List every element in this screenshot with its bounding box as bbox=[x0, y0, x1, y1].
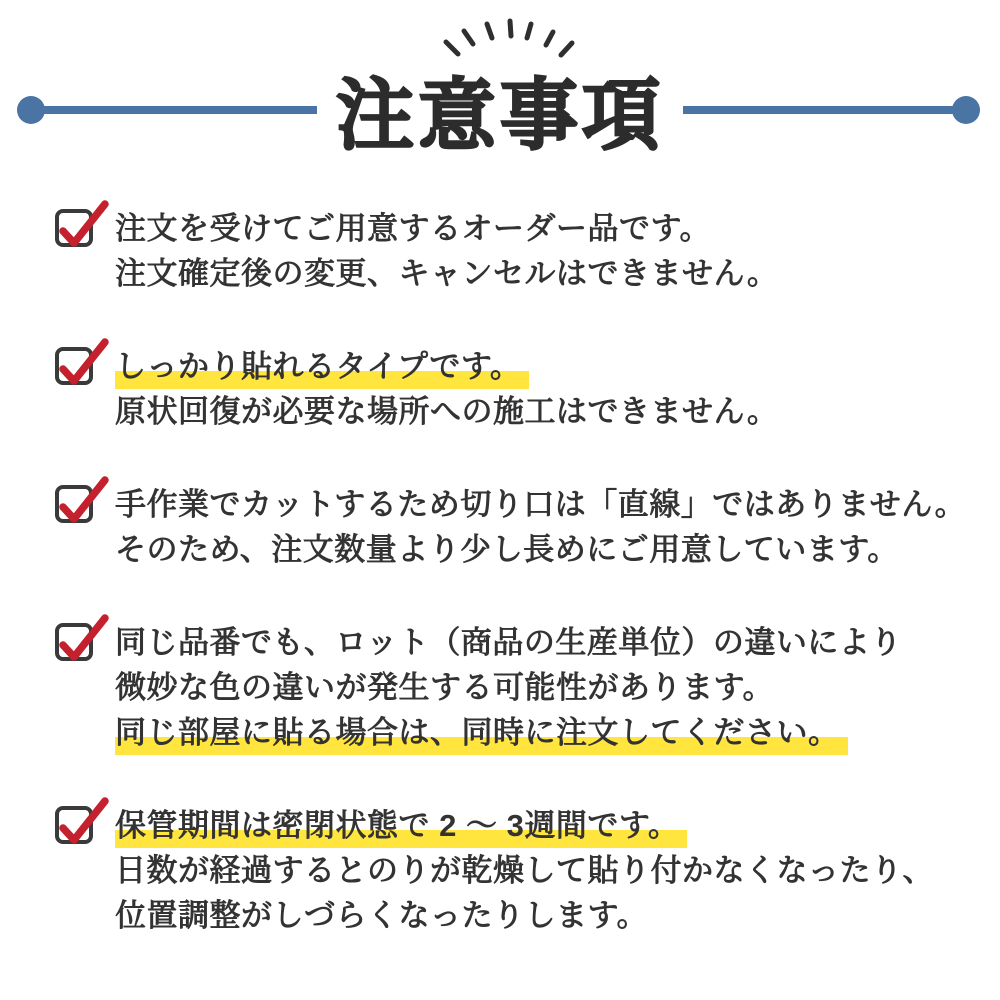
highlighted-text: 同じ部屋に貼る場合は、同時に注文してください。 bbox=[115, 715, 848, 755]
notice-line bbox=[115, 251, 778, 296]
rays-burst-icon bbox=[436, 14, 582, 64]
notice-line bbox=[115, 803, 934, 848]
item-lines bbox=[115, 803, 934, 938]
divider-right bbox=[683, 96, 980, 124]
check-mark-icon bbox=[55, 612, 111, 668]
notice-line bbox=[115, 893, 934, 938]
checked-checkbox-icon bbox=[55, 209, 93, 247]
notice-line bbox=[115, 482, 966, 527]
check-mark-icon bbox=[55, 795, 111, 851]
check-mark-icon bbox=[55, 474, 111, 530]
notice-line bbox=[115, 710, 902, 755]
notice-item bbox=[55, 344, 970, 434]
check-mark-icon bbox=[55, 198, 111, 254]
divider-line-right bbox=[683, 106, 966, 114]
checked-checkbox-icon bbox=[55, 806, 93, 844]
notice-line bbox=[115, 389, 778, 434]
notice-item bbox=[55, 482, 970, 572]
notice-item bbox=[55, 206, 970, 296]
notice-text: 注文を受けてご用意するオーダー品です。 bbox=[115, 211, 712, 246]
notice-text: 手作業でカットするため切り口は「直線」ではありません。 bbox=[115, 487, 967, 522]
notice-list bbox=[0, 206, 1000, 938]
notice-text: 日数が経過するとのりが乾燥して貼り付かなくなったり、 bbox=[115, 853, 934, 888]
notice-line bbox=[115, 344, 778, 389]
checked-checkbox-icon bbox=[55, 485, 93, 523]
check-mark-icon bbox=[55, 336, 111, 392]
divider-dot-right-icon bbox=[952, 96, 980, 124]
notice-line bbox=[115, 620, 902, 665]
item-lines bbox=[115, 482, 966, 572]
checked-checkbox-icon bbox=[55, 623, 93, 661]
notice-line bbox=[115, 848, 934, 893]
notice-header bbox=[0, 0, 1000, 206]
notice-line bbox=[115, 527, 966, 572]
item-lines bbox=[115, 206, 778, 296]
highlighted-text: 保管期間は密閉状態で 2 〜 3週間です。 bbox=[115, 808, 687, 848]
item-lines bbox=[115, 344, 778, 434]
checked-checkbox-icon bbox=[55, 347, 93, 385]
page-title: 注意事項 bbox=[335, 71, 664, 159]
notice-line bbox=[115, 665, 902, 710]
notice-line bbox=[115, 206, 778, 251]
item-lines bbox=[115, 620, 902, 755]
notice-text: 微妙な色の違いが発生する可能性があります。 bbox=[115, 670, 775, 705]
notice-text: 注文確定後の変更、キャンセルはできません。 bbox=[115, 256, 779, 291]
notice-text: そのため、注文数量より少し長めにご用意しています。 bbox=[115, 532, 899, 567]
notice-text: 原状回復が必要な場所への施工はできません。 bbox=[115, 394, 779, 429]
notice-text: 位置調整がしづらくなったりします。 bbox=[115, 898, 649, 933]
highlighted-text: しっかり貼れるタイプです。 bbox=[115, 349, 529, 389]
notice-item bbox=[55, 620, 970, 755]
notice-text: 同じ品番でも、ロット（商品の生産単位）の違いにより bbox=[115, 625, 902, 660]
notice-item bbox=[55, 803, 970, 938]
